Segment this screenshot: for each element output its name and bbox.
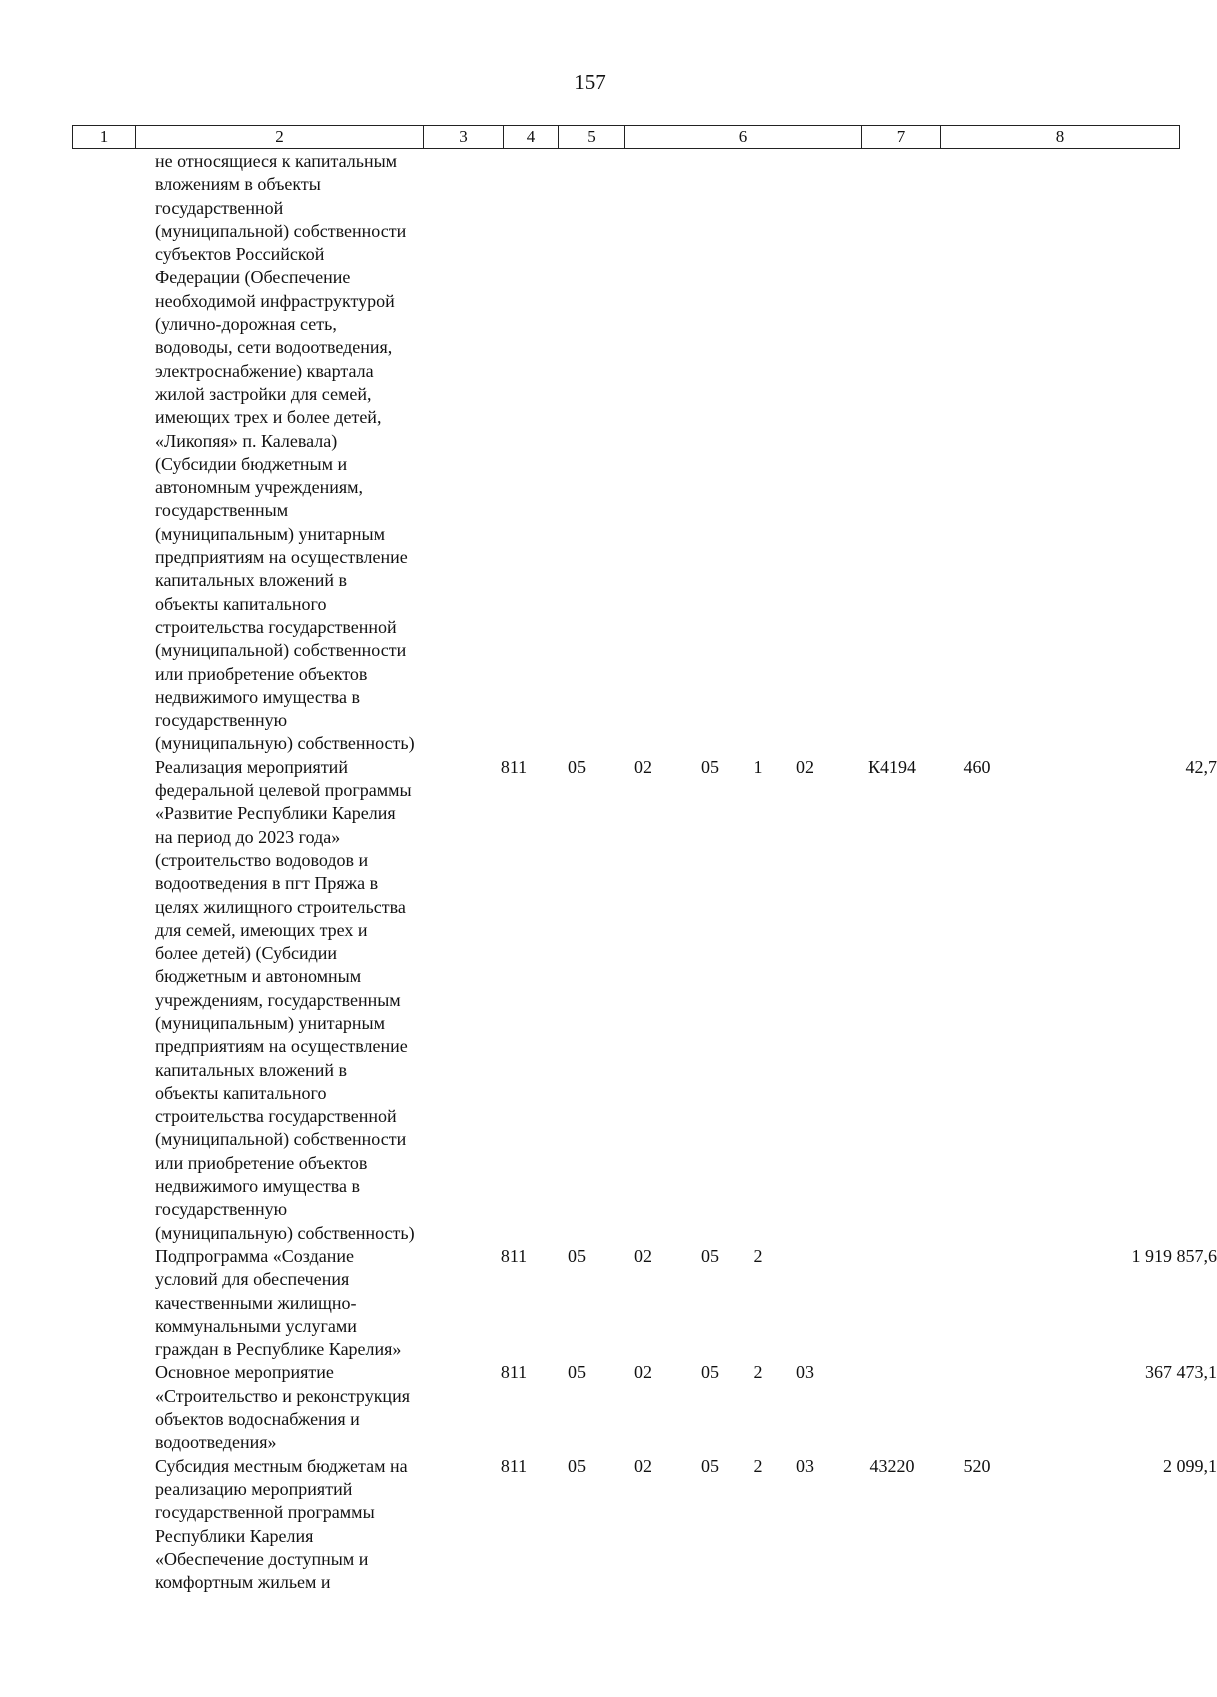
cell-col4: 05 xyxy=(568,1455,586,1476)
cell-col5: 02 xyxy=(634,756,652,777)
cell-col6-part4: 43220 xyxy=(869,1455,915,1476)
table-row xyxy=(72,1455,1217,1595)
row-name: не относящиеся к капитальным вложениям в объекты государственной (муниципальной) собственности субъектов Российской Федерации (Обеспечение необходимой инфраструктурой (улично-дорожная сеть, водоводы, сети водоотведения, электроснабжение) квартала жилой застройки для семей, имеющих трех и более детей, «Ликопяя» п. Калевала) (Субсидии бюджетным и автономным учреждениям, государственным (муниципальным) унитарным предприятиям на осуществление капитальных вложений в объекты капитального строительства государственной (муниципальной) собственности или приобретение объектов недвижимого имущества в государственную (муниципальную) собственность) xyxy=(155,151,415,754)
column-header-7: 7 xyxy=(862,126,941,149)
cell-col4: 05 xyxy=(568,1245,586,1266)
cell-col5: 02 xyxy=(634,1455,652,1476)
page-number: 157 xyxy=(574,70,606,94)
cell-col6-part1: 05 xyxy=(701,1455,719,1476)
row-name: Реализация мероприятий федеральной целевой программы «Развитие Республики Карелия на период до 2023 года» (строительство водоводов и водоотведения в пгт Пряжа в целях жилищного строительства для семей, имеющих трех и более детей) (Субсидии бюджетным и автономным учреждениям, государственным (муниципальным) унитарным предприятиям на осуществление капитальных вложений в объекты капитального строительства государственной (муниципальной) собственности или приобретение объектов недвижимого имущества в государственную (муниципальную) собственность) xyxy=(155,756,415,1243)
cell-col4: 05 xyxy=(568,1362,586,1383)
cell-col8: 367 473,1 xyxy=(1145,1362,1217,1383)
cell-col6-part3: 03 xyxy=(796,1362,814,1383)
cell-col3: 811 xyxy=(500,1455,528,1476)
cell-col6-part2: 2 xyxy=(753,1362,763,1383)
cell-col7: 460 xyxy=(963,756,991,777)
cell-col6-part1: 05 xyxy=(701,1362,719,1383)
cell-col3: 811 xyxy=(500,756,528,777)
column-header-1: 1 xyxy=(73,126,136,149)
table-row xyxy=(72,1245,1217,1361)
cell-col8: 1 919 857,6 xyxy=(1131,1245,1217,1266)
column-header-2: 2 xyxy=(136,126,424,149)
cell-col6-part2: 1 xyxy=(753,756,763,777)
column-header-row xyxy=(73,126,1180,149)
cell-col5: 02 xyxy=(634,1245,652,1266)
cell-col7: 520 xyxy=(963,1455,991,1476)
column-header-table xyxy=(72,125,1180,149)
cell-col5: 02 xyxy=(634,1362,652,1383)
table-row xyxy=(72,1361,1217,1454)
column-header-3: 3 xyxy=(424,126,504,149)
column-header-4: 4 xyxy=(504,126,559,149)
cell-col6-part4: К4194 xyxy=(867,756,916,777)
cell-col8: 42,7 xyxy=(1185,756,1217,777)
cell-col6-part2: 2 xyxy=(753,1455,763,1476)
cell-col6-part2: 2 xyxy=(753,1245,763,1266)
column-header-6: 6 xyxy=(625,126,862,149)
cell-col4: 05 xyxy=(568,756,586,777)
table-body xyxy=(72,150,1217,1594)
cell-col6-part3: 02 xyxy=(796,756,814,777)
cell-col6-part1: 05 xyxy=(701,1245,719,1266)
table-row xyxy=(72,150,1179,756)
row-name: Подпрограмма «Создание условий для обеспечения качественными жилищно- коммунальными услугами граждан в Республике Карелия» xyxy=(155,1245,402,1360)
row-name: Основное мероприятие «Строительство и реконструкция объектов водоснабжения и водоотведения» xyxy=(155,1362,410,1453)
column-header-8: 8 xyxy=(941,126,1180,149)
row-name: Субсидия местным бюджетам на реализацию мероприятий государственной программы Республики Карелия «Обеспечение доступным и комфортным жильем и xyxy=(155,1455,408,1593)
table-row xyxy=(72,756,1217,1245)
cell-col3: 811 xyxy=(500,1362,528,1383)
column-header-5: 5 xyxy=(559,126,625,149)
cell-col6-part1: 05 xyxy=(701,756,719,777)
cell-col6-part3: 03 xyxy=(796,1455,814,1476)
cell-col8: 2 099,1 xyxy=(1163,1455,1217,1476)
cell-col3: 811 xyxy=(500,1245,528,1266)
